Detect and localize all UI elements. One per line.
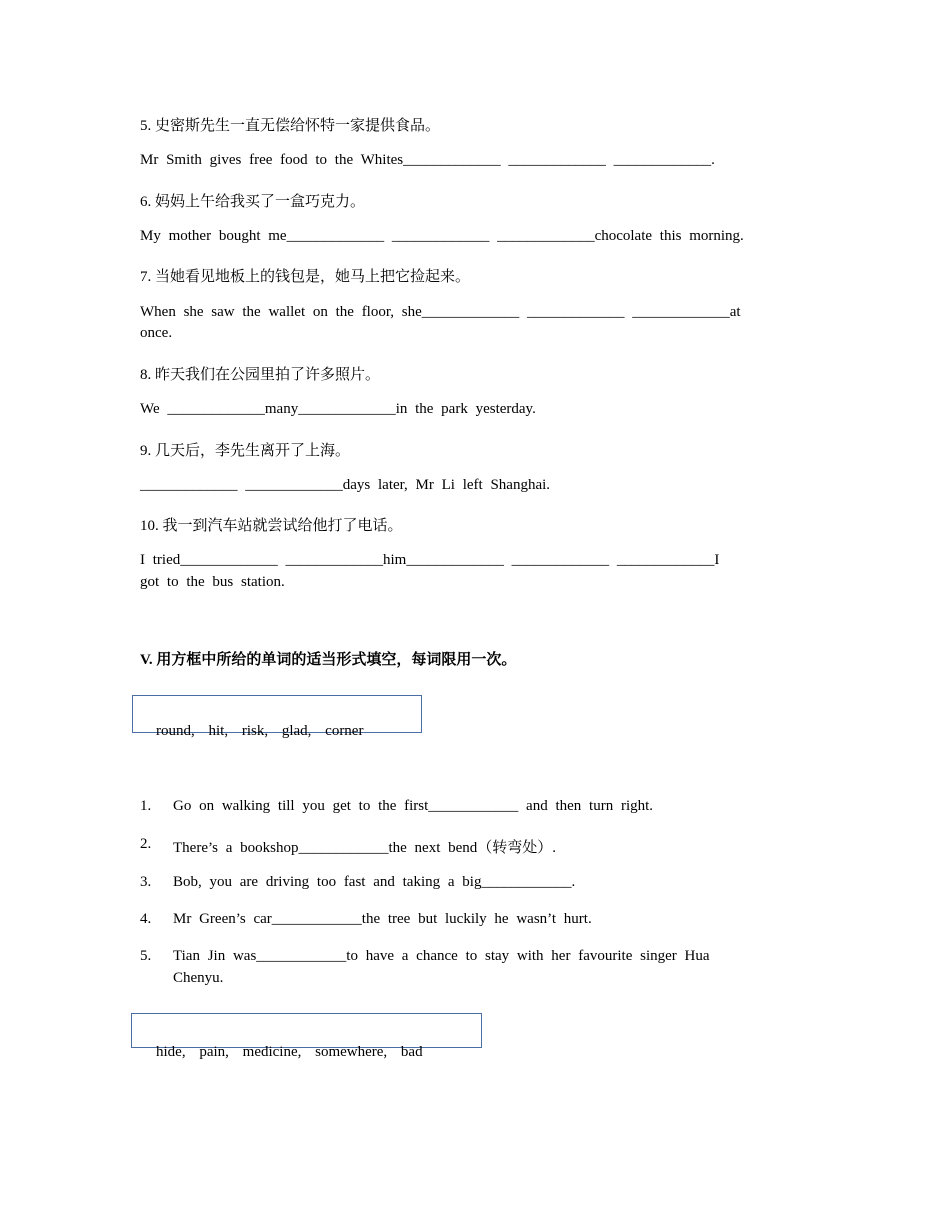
q6-chinese: 6. 妈妈上午给我买了一盒巧克力。 — [140, 194, 366, 210]
q8-english: We _____________many_____________in the park yesterday. — [140, 401, 536, 417]
item-4-text: Mr Green’s car____________the tree but luckily he wasn’t hurt. — [173, 911, 592, 927]
section-v-heading: V. 用方框中所给的单词的适当形式填空，每词限用一次。 — [140, 652, 517, 668]
item-1-text: Go on walking till you get to the first____________ and then turn right. — [173, 798, 654, 814]
q8-chinese: 8. 昨天我们在公园里拍了许多照片。 — [140, 367, 381, 383]
q9-chinese: 9. 几天后，李先生离开了上海。 — [140, 443, 351, 459]
q10-chinese: 10. 我一到汽车站就尝试给他打了电话。 — [140, 518, 403, 534]
word-box-1-words: round, hit, risk, glad, corner — [156, 723, 364, 739]
word-box-2 — [131, 1013, 482, 1048]
item-2-number: 2. — [140, 836, 152, 852]
item-5-number: 5. — [140, 948, 152, 964]
item-4-number: 4. — [140, 911, 152, 927]
q10-english-line2: got to the bus station. — [140, 574, 285, 590]
q5-chinese: 5. 史密斯先生一直无偿给怀特一家提供食品。 — [140, 118, 441, 134]
item-2-text: There’s a bookshop____________the next bend（转弯处）. — [173, 840, 557, 856]
item-5-text-line2: Chenyu. — [173, 970, 224, 986]
q5-english: Mr Smith gives free food to the Whites_____________ _____________ _____________. — [140, 152, 715, 168]
q7-chinese: 7. 当她看见地板上的钱包是，她马上把它捡起来。 — [140, 269, 471, 285]
q9-english: _____________ _____________days later, Mr Li left Shanghai. — [140, 477, 551, 493]
item-1-number: 1. — [140, 798, 152, 814]
q10-english-line1: I tried_____________ _____________him_____________ _____________ _____________I — [140, 552, 720, 568]
q7-english-line2: once. — [140, 325, 173, 341]
item-3-text: Bob, you are driving too fast and taking a big____________. — [173, 874, 576, 890]
item-5-text-line1: Tian Jin was____________to have a chance to stay with her favourite singer Hua — [173, 948, 710, 964]
word-box-2-words: hide, pain, medicine, somewhere, bad — [156, 1044, 423, 1060]
q6-english: My mother bought me_____________ _____________ _____________chocolate this morning. — [140, 228, 744, 244]
item-3-number: 3. — [140, 874, 152, 890]
q7-english-line1: When she saw the wallet on the floor, she_____________ _____________ _____________at — [140, 304, 741, 320]
